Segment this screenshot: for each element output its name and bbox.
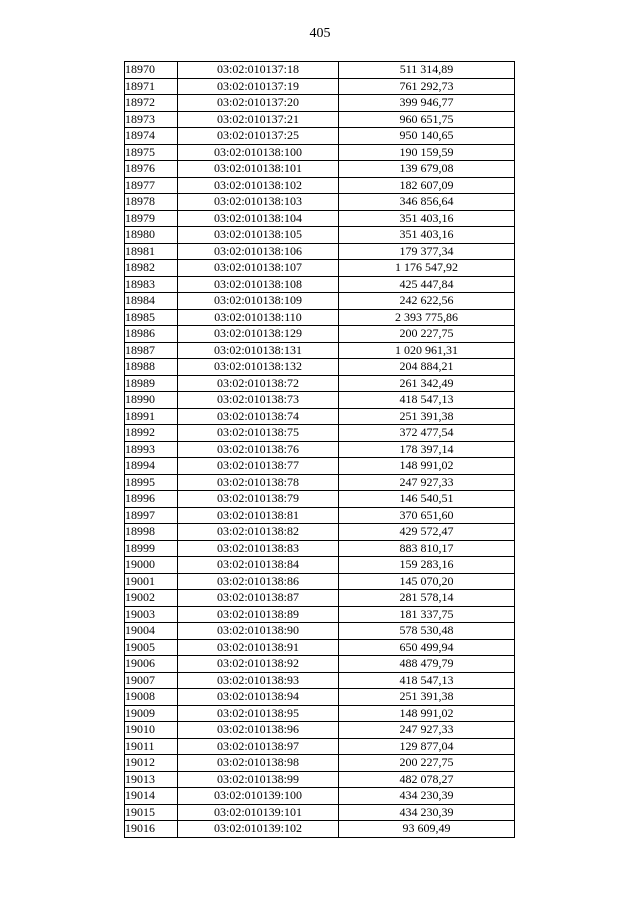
row-number-cell: 18987 xyxy=(125,342,178,359)
row-number-cell: 18989 xyxy=(125,375,178,392)
cadastral-value-cell: 1 176 547,92 xyxy=(339,260,515,277)
cadastral-number-cell: 03:02:010139:102 xyxy=(178,821,339,838)
table-row xyxy=(125,474,515,491)
cadastral-number-cell: 03:02:010138:96 xyxy=(178,722,339,739)
cadastral-number-cell: 03:02:010138:103 xyxy=(178,194,339,211)
row-number-cell: 18978 xyxy=(125,194,178,211)
cadastral-number-cell: 03:02:010137:19 xyxy=(178,78,339,95)
cadastral-value-cell: 950 140,65 xyxy=(339,128,515,145)
cadastral-value-cell: 351 403,16 xyxy=(339,210,515,227)
cadastral-value-cell: 425 447,84 xyxy=(339,276,515,293)
table-row xyxy=(125,821,515,838)
cadastral-number-cell: 03:02:010138:92 xyxy=(178,656,339,673)
table-row xyxy=(125,326,515,343)
cadastral-value-cell: 181 337,75 xyxy=(339,606,515,623)
table-row xyxy=(125,672,515,689)
cadastral-value-cell: 148 991,02 xyxy=(339,458,515,475)
row-number-cell: 18970 xyxy=(125,62,178,79)
row-number-cell: 18973 xyxy=(125,111,178,128)
cadastral-value-cell: 139 679,08 xyxy=(339,161,515,178)
cadastral-value-cell: 146 540,51 xyxy=(339,491,515,508)
cadastral-number-cell: 03:02:010137:21 xyxy=(178,111,339,128)
cadastral-value-cell: 148 991,02 xyxy=(339,705,515,722)
cadastral-number-cell: 03:02:010138:104 xyxy=(178,210,339,227)
cadastral-value-cell: 178 397,14 xyxy=(339,441,515,458)
table-row xyxy=(125,194,515,211)
table-row xyxy=(125,78,515,95)
page-number: 405 xyxy=(309,26,331,41)
row-number-cell: 18988 xyxy=(125,359,178,376)
row-number-cell: 18999 xyxy=(125,540,178,557)
cadastral-number-cell: 03:02:010137:25 xyxy=(178,128,339,145)
cadastral-number-cell: 03:02:010138:91 xyxy=(178,639,339,656)
cadastral-number-cell: 03:02:010138:109 xyxy=(178,293,339,310)
table-row xyxy=(125,425,515,442)
cadastral-number-cell: 03:02:010138:93 xyxy=(178,672,339,689)
row-number-cell: 19010 xyxy=(125,722,178,739)
cadastral-value-cell: 261 342,49 xyxy=(339,375,515,392)
cadastral-number-cell: 03:02:010138:72 xyxy=(178,375,339,392)
cadastral-number-cell: 03:02:010138:98 xyxy=(178,755,339,772)
row-number-cell: 18994 xyxy=(125,458,178,475)
table-row xyxy=(125,639,515,656)
cadastral-value-cell: 960 651,75 xyxy=(339,111,515,128)
row-number-cell: 18975 xyxy=(125,144,178,161)
row-number-cell: 18974 xyxy=(125,128,178,145)
row-number-cell: 18982 xyxy=(125,260,178,277)
table-row xyxy=(125,128,515,145)
cadastral-value-cell: 883 810,17 xyxy=(339,540,515,557)
cadastral-number-cell: 03:02:010138:107 xyxy=(178,260,339,277)
cadastral-number-cell: 03:02:010138:106 xyxy=(178,243,339,260)
row-number-cell: 19015 xyxy=(125,804,178,821)
cadastral-number-cell: 03:02:010138:76 xyxy=(178,441,339,458)
row-number-cell: 19016 xyxy=(125,821,178,838)
table-row xyxy=(125,161,515,178)
cadastral-number-cell: 03:02:010138:94 xyxy=(178,689,339,706)
cadastral-number-cell: 03:02:010138:90 xyxy=(178,623,339,640)
row-number-cell: 18979 xyxy=(125,210,178,227)
row-number-cell: 19004 xyxy=(125,623,178,640)
table-row xyxy=(125,771,515,788)
row-number-cell: 18990 xyxy=(125,392,178,409)
cadastral-number-cell: 03:02:010138:108 xyxy=(178,276,339,293)
cadastral-number-cell: 03:02:010139:101 xyxy=(178,804,339,821)
cadastral-value-cell: 145 070,20 xyxy=(339,573,515,590)
cadastral-number-cell: 03:02:010138:73 xyxy=(178,392,339,409)
cadastral-value-cell: 399 946,77 xyxy=(339,95,515,112)
cadastral-value-cell: 370 651,60 xyxy=(339,507,515,524)
cadastral-number-cell: 03:02:010138:110 xyxy=(178,309,339,326)
cadastral-value-cell: 204 884,21 xyxy=(339,359,515,376)
row-number-cell: 19011 xyxy=(125,738,178,755)
row-number-cell: 19003 xyxy=(125,606,178,623)
cadastral-value-cell: 761 292,73 xyxy=(339,78,515,95)
row-number-cell: 19002 xyxy=(125,590,178,607)
cadastral-number-cell: 03:02:010138:75 xyxy=(178,425,339,442)
table-row xyxy=(125,309,515,326)
cadastral-number-cell: 03:02:010138:82 xyxy=(178,524,339,541)
table-row xyxy=(125,557,515,574)
row-number-cell: 18972 xyxy=(125,95,178,112)
cadastral-number-cell: 03:02:010138:83 xyxy=(178,540,339,557)
cadastral-number-cell: 03:02:010138:105 xyxy=(178,227,339,244)
cadastral-value-cell: 511 314,89 xyxy=(339,62,515,79)
row-number-cell: 18980 xyxy=(125,227,178,244)
table-row xyxy=(125,738,515,755)
cadastral-number-cell: 03:02:010138:97 xyxy=(178,738,339,755)
cadastral-number-cell: 03:02:010138:131 xyxy=(178,342,339,359)
table-row xyxy=(125,144,515,161)
cadastral-value-cell: 434 230,39 xyxy=(339,804,515,821)
cadastral-number-cell: 03:02:010139:100 xyxy=(178,788,339,805)
table-row xyxy=(125,606,515,623)
cadastral-number-cell: 03:02:010138:99 xyxy=(178,771,339,788)
row-number-cell: 18995 xyxy=(125,474,178,491)
cadastral-value-cell: 418 547,13 xyxy=(339,392,515,409)
row-number-cell: 18993 xyxy=(125,441,178,458)
cadastral-number-cell: 03:02:010138:87 xyxy=(178,590,339,607)
cadastral-value-cell: 488 479,79 xyxy=(339,656,515,673)
cadastral-number-cell: 03:02:010138:100 xyxy=(178,144,339,161)
row-number-cell: 19006 xyxy=(125,656,178,673)
cadastral-value-cell: 650 499,94 xyxy=(339,639,515,656)
row-number-cell: 19000 xyxy=(125,557,178,574)
table-row xyxy=(125,689,515,706)
cadastral-value-cell: 242 622,56 xyxy=(339,293,515,310)
cadastral-value-cell: 129 877,04 xyxy=(339,738,515,755)
table-row xyxy=(125,458,515,475)
table-row xyxy=(125,342,515,359)
cadastral-number-cell: 03:02:010138:101 xyxy=(178,161,339,178)
cadastral-number-cell: 03:02:010137:18 xyxy=(178,62,339,79)
table-row xyxy=(125,243,515,260)
table-row xyxy=(125,705,515,722)
row-number-cell: 18986 xyxy=(125,326,178,343)
cadastral-value-cell: 578 530,48 xyxy=(339,623,515,640)
table-row xyxy=(125,755,515,772)
row-number-cell: 19013 xyxy=(125,771,178,788)
cadastral-number-cell: 03:02:010138:86 xyxy=(178,573,339,590)
table-row xyxy=(125,788,515,805)
cadastral-number-cell: 03:02:010138:132 xyxy=(178,359,339,376)
table-row xyxy=(125,722,515,739)
row-number-cell: 18984 xyxy=(125,293,178,310)
row-number-cell: 18997 xyxy=(125,507,178,524)
row-number-cell: 19005 xyxy=(125,639,178,656)
table-row xyxy=(125,111,515,128)
table-row xyxy=(125,392,515,409)
table-row xyxy=(125,441,515,458)
cadastral-value-cell: 434 230,39 xyxy=(339,788,515,805)
table-row xyxy=(125,95,515,112)
table-row xyxy=(125,491,515,508)
table-row xyxy=(125,375,515,392)
cadastral-value-cell: 482 078,27 xyxy=(339,771,515,788)
cadastral-number-cell: 03:02:010138:95 xyxy=(178,705,339,722)
cadastral-number-cell: 03:02:010138:81 xyxy=(178,507,339,524)
cadastral-value-cell: 247 927,33 xyxy=(339,474,515,491)
row-number-cell: 18981 xyxy=(125,243,178,260)
cadastral-value-cell: 429 572,47 xyxy=(339,524,515,541)
row-number-cell: 19008 xyxy=(125,689,178,706)
table-row xyxy=(125,260,515,277)
row-number-cell: 18971 xyxy=(125,78,178,95)
cadastral-number-cell: 03:02:010138:79 xyxy=(178,491,339,508)
table-row xyxy=(125,210,515,227)
table-row xyxy=(125,804,515,821)
row-number-cell: 18998 xyxy=(125,524,178,541)
row-number-cell: 18992 xyxy=(125,425,178,442)
cadastral-value-cell: 346 856,64 xyxy=(339,194,515,211)
table-row xyxy=(125,623,515,640)
row-number-cell: 19009 xyxy=(125,705,178,722)
table-row xyxy=(125,524,515,541)
cadastral-number-cell: 03:02:010138:89 xyxy=(178,606,339,623)
cadastral-number-cell: 03:02:010138:102 xyxy=(178,177,339,194)
cadastral-number-cell: 03:02:010138:84 xyxy=(178,557,339,574)
table-row xyxy=(125,276,515,293)
cadastral-number-cell: 03:02:010138:129 xyxy=(178,326,339,343)
cadastral-value-table xyxy=(124,61,515,838)
table-row xyxy=(125,293,515,310)
table-row xyxy=(125,507,515,524)
table-row xyxy=(125,573,515,590)
row-number-cell: 19007 xyxy=(125,672,178,689)
cadastral-value-cell: 247 927,33 xyxy=(339,722,515,739)
cadastral-value-cell: 2 393 775,86 xyxy=(339,309,515,326)
cadastral-value-cell: 182 607,09 xyxy=(339,177,515,194)
row-number-cell: 18983 xyxy=(125,276,178,293)
cadastral-value-cell: 1 020 961,31 xyxy=(339,342,515,359)
row-number-cell: 18996 xyxy=(125,491,178,508)
row-number-cell: 18977 xyxy=(125,177,178,194)
row-number-cell: 18991 xyxy=(125,408,178,425)
cadastral-number-cell: 03:02:010138:77 xyxy=(178,458,339,475)
table-body xyxy=(125,62,515,838)
cadastral-value-cell: 93 609,49 xyxy=(339,821,515,838)
table-row xyxy=(125,408,515,425)
table-row xyxy=(125,540,515,557)
table-row xyxy=(125,62,515,79)
cadastral-value-cell: 281 578,14 xyxy=(339,590,515,607)
row-number-cell: 19001 xyxy=(125,573,178,590)
row-number-cell: 19014 xyxy=(125,788,178,805)
table-row xyxy=(125,590,515,607)
row-number-cell: 18976 xyxy=(125,161,178,178)
row-number-cell: 18985 xyxy=(125,309,178,326)
row-number-cell: 19012 xyxy=(125,755,178,772)
table-row xyxy=(125,359,515,376)
cadastral-value-cell: 159 283,16 xyxy=(339,557,515,574)
table-row xyxy=(125,227,515,244)
cadastral-value-cell: 251 391,38 xyxy=(339,408,515,425)
cadastral-number-cell: 03:02:010138:74 xyxy=(178,408,339,425)
cadastral-value-cell: 251 391,38 xyxy=(339,689,515,706)
cadastral-value-cell: 351 403,16 xyxy=(339,227,515,244)
cadastral-value-cell: 179 377,34 xyxy=(339,243,515,260)
cadastral-value-cell: 372 477,54 xyxy=(339,425,515,442)
cadastral-number-cell: 03:02:010137:20 xyxy=(178,95,339,112)
cadastral-value-cell: 190 159,59 xyxy=(339,144,515,161)
table-row xyxy=(125,656,515,673)
table-row xyxy=(125,177,515,194)
cadastral-value-cell: 200 227,75 xyxy=(339,326,515,343)
cadastral-value-cell: 418 547,13 xyxy=(339,672,515,689)
cadastral-value-cell: 200 227,75 xyxy=(339,755,515,772)
cadastral-number-cell: 03:02:010138:78 xyxy=(178,474,339,491)
